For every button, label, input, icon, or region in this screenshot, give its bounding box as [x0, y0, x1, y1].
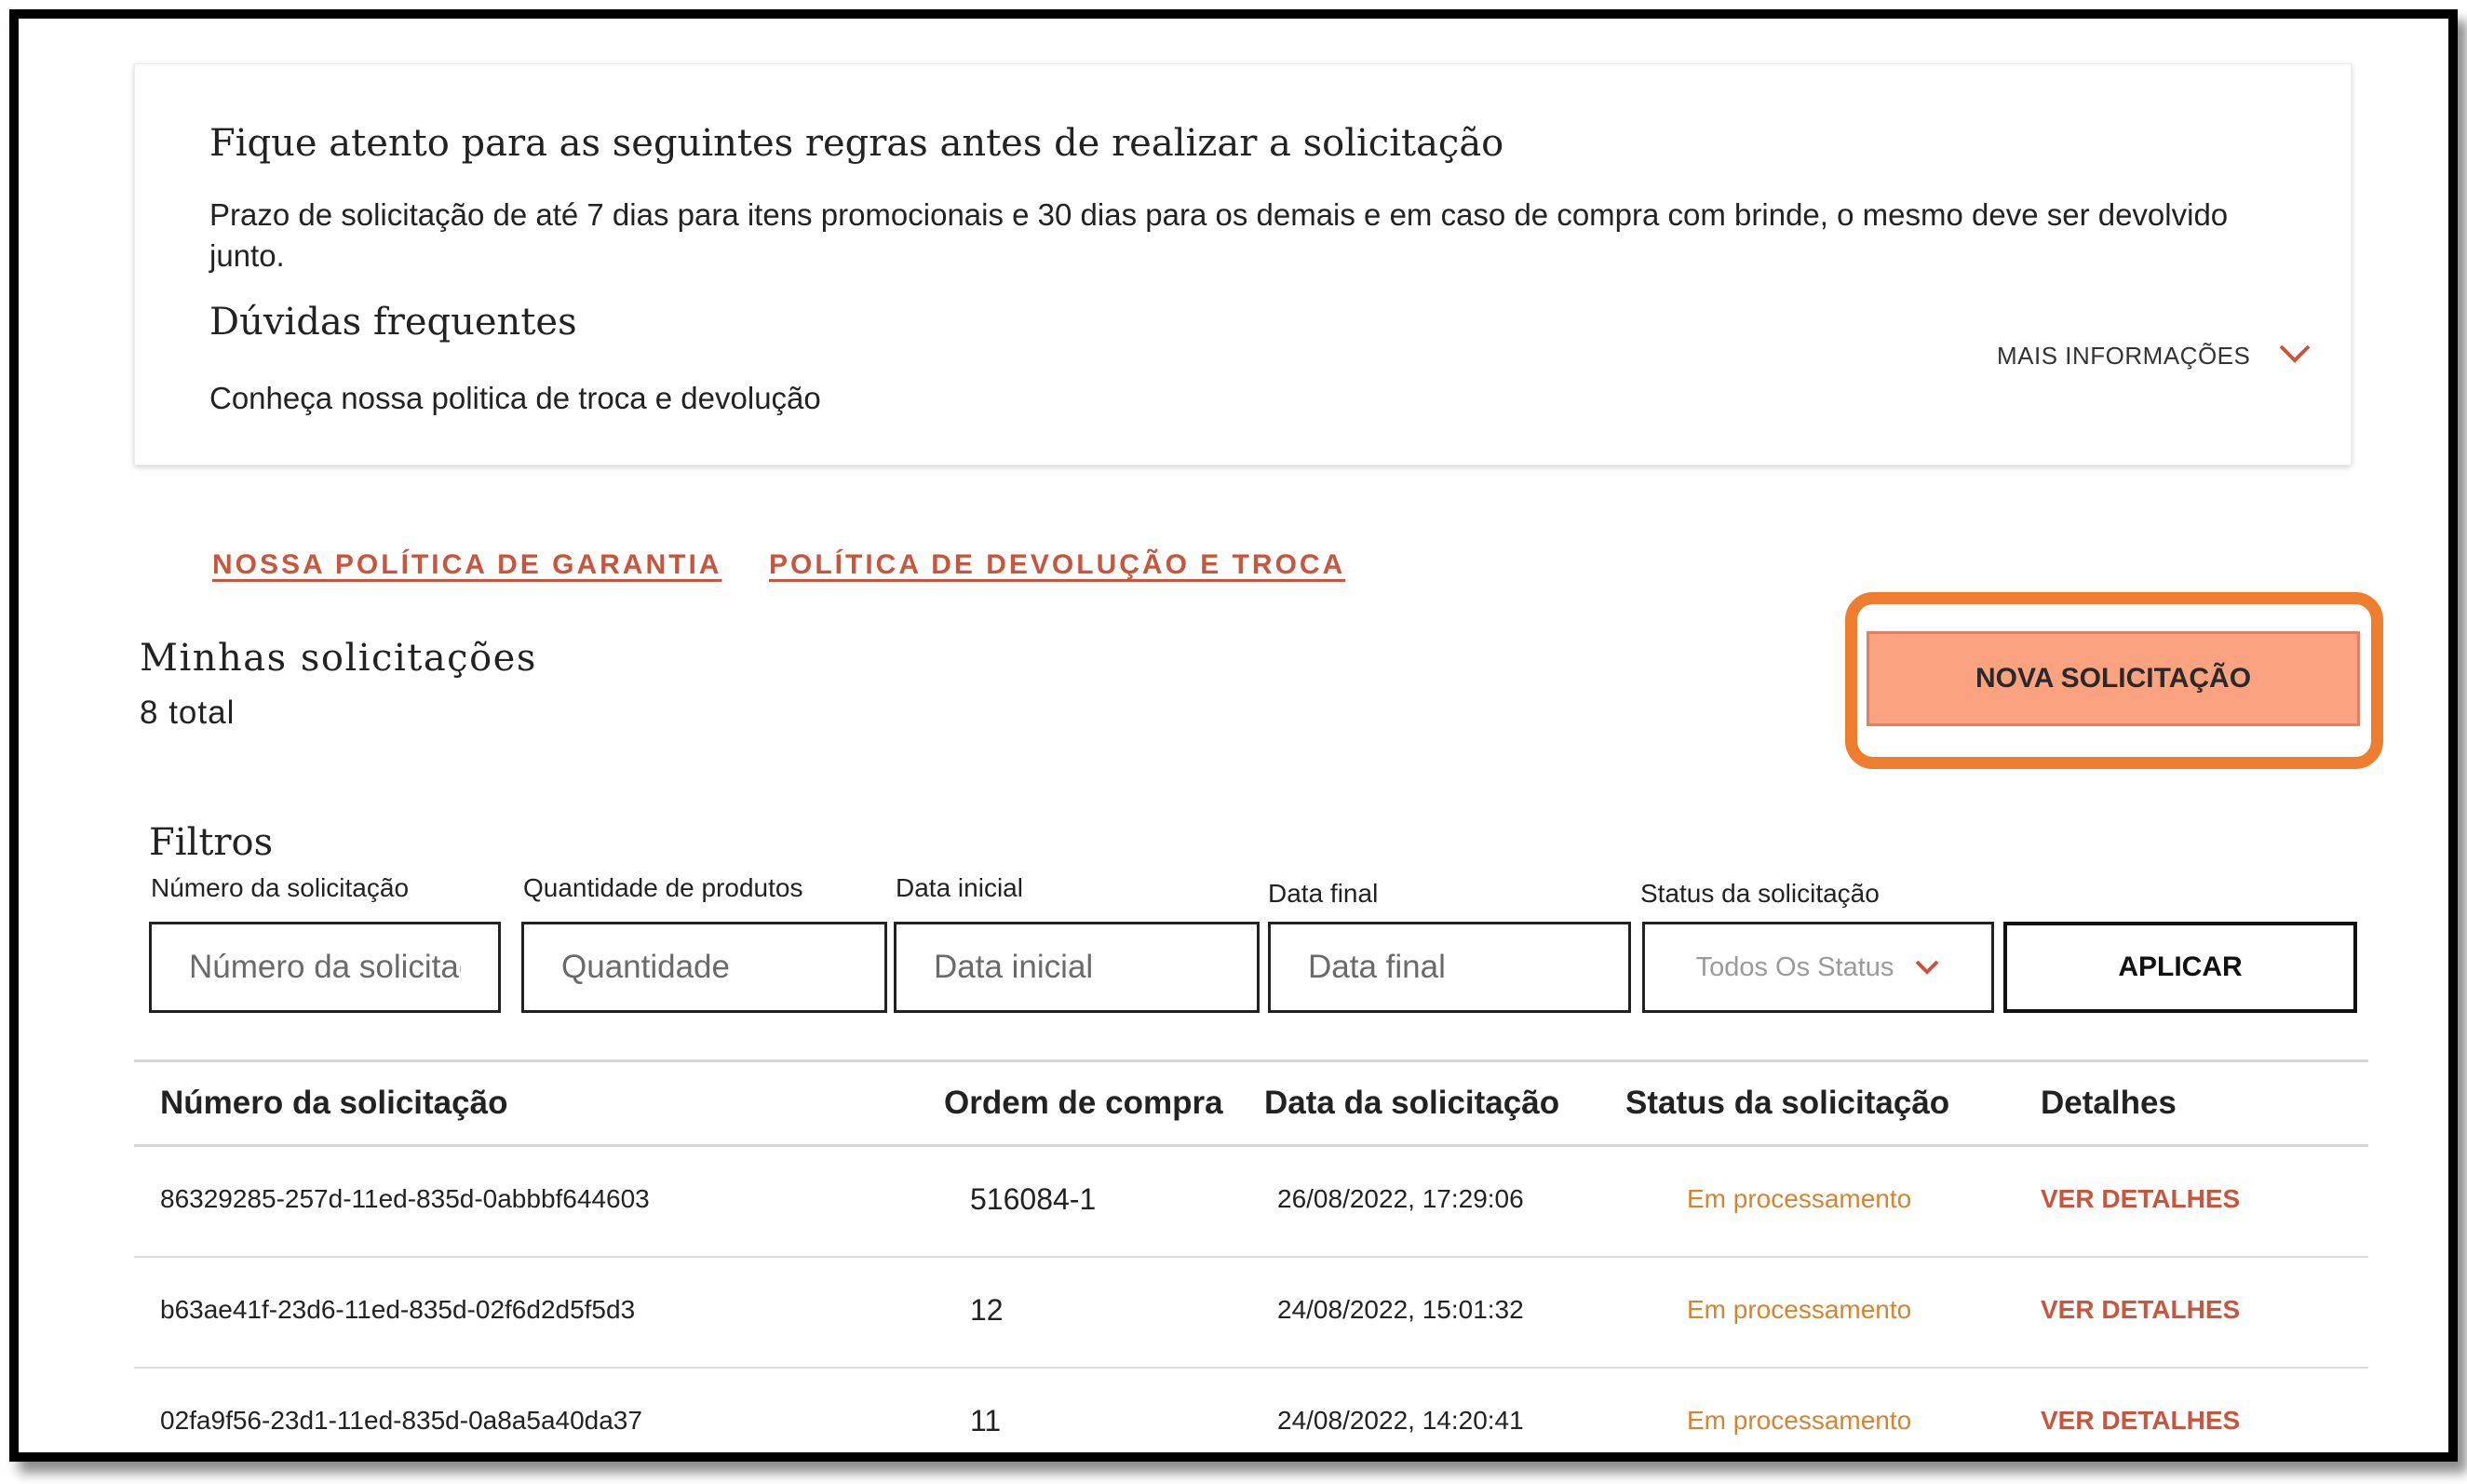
requests-title: Minhas solicitações	[140, 637, 537, 680]
start-date-input[interactable]	[894, 922, 1260, 1013]
status-label: Status da solicitação	[1640, 879, 1880, 908]
highlight-box	[1845, 592, 2383, 769]
cell-request-number: 02fa9f56-23d1-11ed-835d-0a8a5a40da37	[160, 1406, 642, 1435]
quantity-input[interactable]	[521, 922, 887, 1013]
end-date-input[interactable]	[1268, 922, 1631, 1013]
cell-date: 24/08/2022, 14:20:41	[1277, 1406, 1524, 1435]
end-date-label: Data final	[1268, 879, 1379, 908]
faq-title: Dúvidas frequentes	[209, 301, 577, 344]
more-info-label: MAIS INFORMAÇÕES	[1997, 342, 2251, 370]
chevron-down-icon	[1914, 952, 1940, 983]
cell-request-number: 86329285-257d-11ed-835d-0abbbf644603	[160, 1184, 650, 1213]
status-select-value: Todos Os Status	[1695, 951, 1894, 982]
requests-total: 8 total	[140, 695, 236, 731]
header-order: Ordem de compra	[944, 1085, 1223, 1121]
chevron-down-icon	[2278, 344, 2312, 369]
request-number-label: Número da solicitação	[151, 873, 410, 902]
filters-title: Filtros	[149, 821, 274, 864]
table-row	[134, 1258, 2368, 1369]
rules-title: Fique atento para as seguintes regras antes de realizar a solicitação	[209, 122, 1504, 165]
cell-date: 24/08/2022, 15:01:32	[1277, 1295, 1524, 1324]
return-policy-link[interactable]: POLÍTICA DE DEVOLUÇÃO E TROCA	[769, 549, 1346, 580]
cell-date: 26/08/2022, 17:29:06	[1277, 1184, 1524, 1213]
warranty-policy-link[interactable]: NOSSA POLÍTICA DE GARANTIA	[212, 549, 722, 580]
page-scroll-edge	[2450, 56, 2456, 1452]
rules-info-card	[134, 63, 2352, 465]
apply-filters-button[interactable]: APLICAR	[2003, 922, 2357, 1013]
start-date-label: Data inicial	[896, 873, 1023, 902]
view-details-link[interactable]: VER DETALHES	[2041, 1295, 2241, 1324]
new-request-button[interactable]: NOVA SOLICITAÇÃO	[1867, 631, 2360, 726]
header-request-number: Número da solicitação	[160, 1085, 508, 1121]
rules-text: Prazo de solicitação de até 7 dias para itens promocionais e 30 dias para os demais e em caso de compra com brinde, o mesmo deve ser devolvido junto.	[209, 197, 2229, 273]
status-badge: Em processamento	[1687, 1184, 1912, 1213]
header-status: Status da solicitação	[1625, 1085, 1950, 1121]
requests-table	[134, 1059, 2368, 1462]
cell-order: 11	[970, 1404, 1002, 1437]
table-row	[134, 1147, 2368, 1258]
view-details-link[interactable]: VER DETALHES	[2041, 1184, 2241, 1213]
request-number-input[interactable]	[149, 922, 501, 1013]
header-date: Data da solicitação	[1264, 1085, 1560, 1121]
view-details-link[interactable]: VER DETALHES	[2041, 1406, 2241, 1435]
quantity-label: Quantidade de produtos	[523, 873, 803, 902]
table-header	[134, 1059, 2368, 1147]
table-row	[134, 1369, 2368, 1462]
screenshot-frame	[9, 9, 2458, 1462]
header-details: Detalhes	[2041, 1085, 2177, 1121]
faq-text: Conheça nossa politica de troca e devolução	[209, 381, 821, 415]
cell-order: 516084-1	[970, 1182, 1097, 1216]
cell-order: 12	[970, 1293, 1004, 1327]
cell-request-number: b63ae41f-23d6-11ed-835d-02f6d2d5f5d3	[160, 1295, 636, 1324]
status-badge: Em processamento	[1687, 1295, 1912, 1324]
status-select[interactable]	[1642, 922, 1994, 1013]
more-info-toggle[interactable]	[1997, 342, 2312, 371]
status-badge: Em processamento	[1687, 1406, 1912, 1435]
